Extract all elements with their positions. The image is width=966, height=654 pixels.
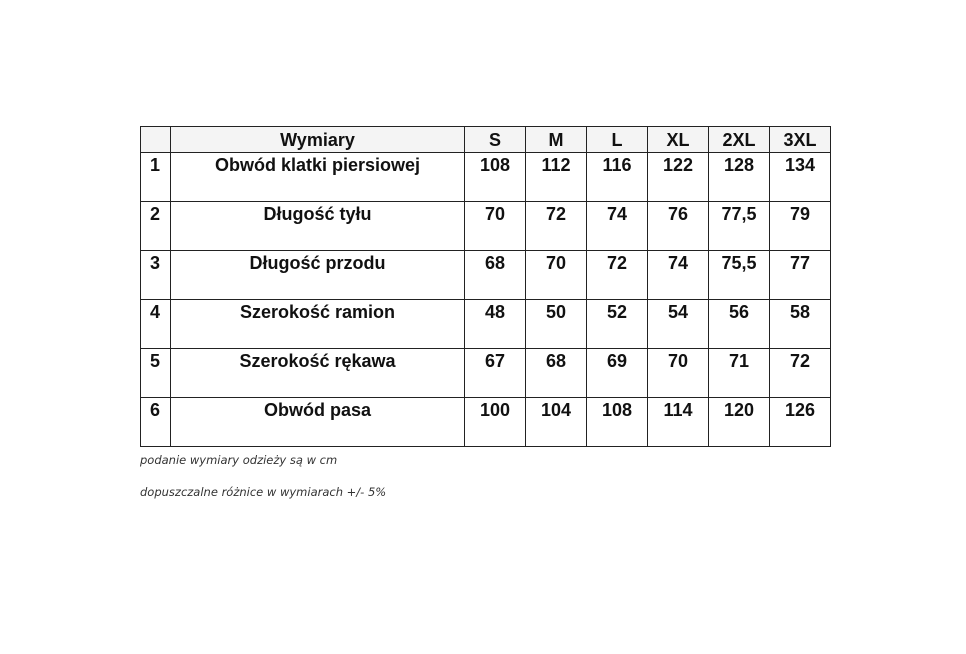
cell-value: 69 — [587, 349, 648, 398]
cell-value: 108 — [587, 398, 648, 447]
cell-value: 68 — [526, 349, 587, 398]
header-size-3xl: 3XL — [770, 127, 831, 153]
cell-value: 56 — [709, 300, 770, 349]
cell-value: 71 — [709, 349, 770, 398]
row-number: 4 — [141, 300, 171, 349]
cell-value: 70 — [648, 349, 709, 398]
row-label: Szerokość rękawa — [171, 349, 465, 398]
table-row — [141, 251, 831, 300]
cell-value: 67 — [465, 349, 526, 398]
cell-value: 104 — [526, 398, 587, 447]
cell-value: 134 — [770, 153, 831, 202]
row-number: 6 — [141, 398, 171, 447]
cell-value: 108 — [465, 153, 526, 202]
row-label: Szerokość ramion — [171, 300, 465, 349]
row-number: 1 — [141, 153, 171, 202]
cell-value: 58 — [770, 300, 831, 349]
cell-value: 75,5 — [709, 251, 770, 300]
cell-value: 77 — [770, 251, 831, 300]
cell-value: 100 — [465, 398, 526, 447]
table-row — [141, 300, 831, 349]
cell-value: 72 — [587, 251, 648, 300]
cell-value: 74 — [587, 202, 648, 251]
tolerance-note: dopuszczalne różnice w wymiarach +/- 5% — [140, 485, 387, 499]
row-number: 2 — [141, 202, 171, 251]
cell-value: 70 — [526, 251, 587, 300]
row-label: Obwód klatki piersiowej — [171, 153, 465, 202]
cell-value: 50 — [526, 300, 587, 349]
cell-value: 77,5 — [709, 202, 770, 251]
cell-value: 112 — [526, 153, 587, 202]
cell-value: 128 — [709, 153, 770, 202]
cell-value: 48 — [465, 300, 526, 349]
header-size-xl: XL — [648, 127, 709, 153]
header-size-l: L — [587, 127, 648, 153]
cell-value: 79 — [770, 202, 831, 251]
header-index — [141, 127, 171, 153]
size-chart-table — [140, 126, 831, 447]
row-label: Długość przodu — [171, 251, 465, 300]
header-size-2xl: 2XL — [709, 127, 770, 153]
cell-value: 74 — [648, 251, 709, 300]
header-size-m: M — [526, 127, 587, 153]
cell-value: 122 — [648, 153, 709, 202]
cell-value: 52 — [587, 300, 648, 349]
header-measure: Wymiary — [171, 127, 465, 153]
header-size-s: S — [465, 127, 526, 153]
row-number: 5 — [141, 349, 171, 398]
cell-value: 68 — [465, 251, 526, 300]
table-row — [141, 153, 831, 202]
table-row — [141, 349, 831, 398]
cell-value: 72 — [770, 349, 831, 398]
row-label: Obwód pasa — [171, 398, 465, 447]
cell-value: 116 — [587, 153, 648, 202]
row-label: Długość tyłu — [171, 202, 465, 251]
table-row — [141, 398, 831, 447]
table-row — [141, 202, 831, 251]
units-note: podanie wymiary odzieży są w cm — [140, 453, 338, 467]
cell-value: 120 — [709, 398, 770, 447]
cell-value: 126 — [770, 398, 831, 447]
cell-value: 114 — [648, 398, 709, 447]
cell-value: 76 — [648, 202, 709, 251]
cell-value: 70 — [465, 202, 526, 251]
header-row — [141, 127, 831, 153]
row-number: 3 — [141, 251, 171, 300]
cell-value: 54 — [648, 300, 709, 349]
cell-value: 72 — [526, 202, 587, 251]
